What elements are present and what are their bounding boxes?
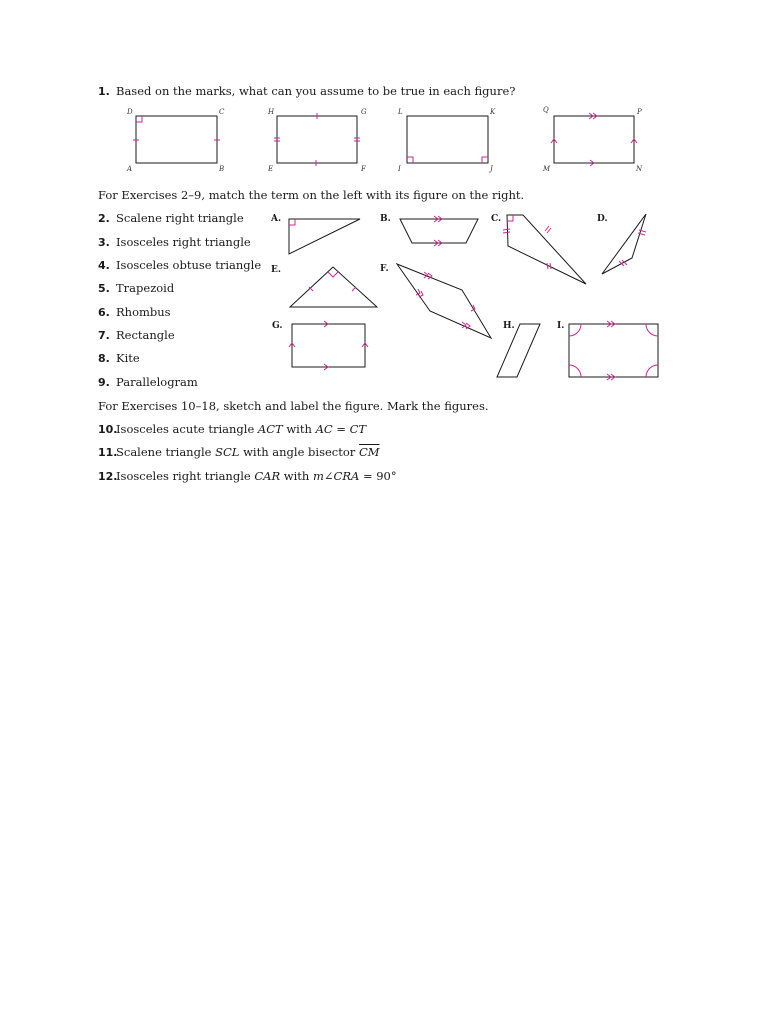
vertex-label-n: N [636,165,643,173]
rectangle-efgh [277,116,357,163]
figure-d-triangle [602,214,646,274]
figure-a-triangle [289,219,360,254]
vertex-label-k: K [490,108,496,116]
figure-c-shape [507,215,586,284]
vertex-label-q: Q [543,106,549,114]
vertex-label-b: B [219,165,225,173]
figure-letter-b: B. [380,214,391,224]
sketch-item-12: 12.Isosceles right triangle CAR with m∠CRA = 90° [98,469,397,483]
figure-i-rectangle [569,324,658,377]
match-item-8: 8. Kite [98,351,140,365]
figure-e-triangle [290,267,377,307]
figure-letter-g: G. [272,321,283,331]
vertex-label-h: H [268,108,275,116]
sketch-instructions: For Exercises 10–18, sketch and label the figure. Mark the figures. [98,399,489,413]
parallelogram-mnpq [554,116,634,163]
question-number: 1. [98,85,110,98]
vertex-label-l: L [398,108,403,116]
match-item-3: 3. Isosceles right triangle [98,235,251,249]
vertex-label-f: F [361,165,366,173]
match-item-6: 6. Rhombus [98,305,171,319]
vertex-label-m: M [543,165,551,173]
figure-b-trapezoid [400,219,478,243]
match-item-7: 7. Rectangle [98,328,175,342]
figure-letter-c: C. [491,214,502,224]
vertex-label-g: G [361,108,367,116]
figure-letter-e: E. [271,265,281,275]
figure-letter-a: A. [271,214,282,224]
match-item-5: 5. Trapezoid [98,281,175,295]
match-item-4: 4. Isosceles obtuse triangle [98,258,262,272]
vertex-label-j: J [490,165,493,173]
sketch-item-10: 10.Isosceles acute triangle ACT with AC = CT [98,422,367,436]
sketch-item-11: 11.Scalene triangle SCL with angle bisector $\overline{CM}$ [98,445,380,459]
rectangle-ijkl [407,116,488,163]
match-instructions: For Exercises 2–9, match the term on the left with its figure on the right. [98,188,525,202]
vertex-label-p: P [637,108,642,116]
figure-h-parallelogram [497,324,540,377]
vertex-label-i: I [398,165,401,173]
rectangle-abcd [136,116,217,163]
match-item-2: 2. Scalene right triangle [98,211,244,225]
vertex-label-c: C [219,108,225,116]
vertex-label-d: D [127,108,133,116]
question-text: Based on the marks, what can you assume to be true in each figure? [116,84,516,98]
figure-letter-f: F. [380,264,389,274]
match-item-9: 9. Parallelogram [98,375,198,389]
figure-f-rhombus [397,264,491,338]
figure-letter-h: H. [503,321,515,331]
figure-letter-i: I. [557,321,565,331]
vertex-label-a: A [127,165,133,173]
figure-letter-d: D. [597,214,608,224]
figure-g-rectangle [292,324,365,367]
vertex-label-e: E [268,165,274,173]
